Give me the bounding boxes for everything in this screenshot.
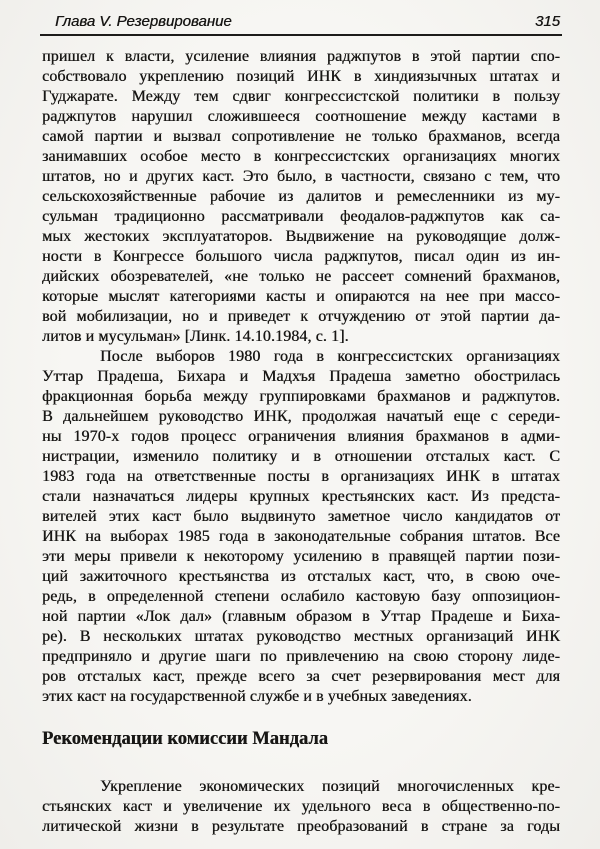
- text-line: собствовало укреплению позиций ИНК в хиндиязычных штатах и: [42, 68, 560, 85]
- text-line: литической жизни в результате преобразований в стране за годы: [42, 818, 560, 835]
- text-line: ре). В нескольких штатах руководство местных организаций ИНК: [42, 628, 560, 645]
- page-number: 315: [534, 13, 560, 30]
- text-line: ИНК на выборах 1985 года в законодательные собрания штатов. Все: [42, 528, 560, 545]
- text-line: литов и мусульман» [Линк. 14.10.1984, с. 1].: [42, 328, 349, 345]
- section-heading: Рекомендации комиссии Мандала: [42, 729, 328, 749]
- text-line: вой мобилизации, но и приведет к отчуждению от этой партии да-: [42, 308, 560, 325]
- text-line: сульман традиционно рассматривали феодалов-раджпутов как са-: [42, 208, 560, 225]
- text-line: После выборов 1980 года в конгрессистских организациях: [100, 348, 560, 365]
- text-line: Укрепление экономических позиций многочисленных кре-: [100, 778, 560, 795]
- text-line: которые мыслят категориями касты и опираются на нее при массо-: [42, 288, 560, 305]
- page-body: [42, 47, 560, 837]
- text-line: эти меры привели к некоторому усилению в правящей партии пози-: [42, 548, 560, 565]
- text-line: самой партии и вызвал сопротивление не только брахманов, всегда: [42, 128, 560, 145]
- text-line: стали назначаться лидеры крупных крестьянских каст. Из предста-: [42, 488, 560, 505]
- text-line: фракционная борьба между группировками брахманов и раджпутов.: [42, 388, 560, 405]
- text-line: редь, в определенной степени ослабило кастовую базу оппозицион-: [42, 588, 560, 605]
- text-line: В дальнейшем руководство ИНК, продолжая начатый еще с середи-: [42, 408, 560, 425]
- text-line: ности в Конгрессе большого числа раджпутов, писал один из ин-: [42, 248, 560, 265]
- text-line: вителей этих каст было выдвинуто заметное число кандидатов от: [42, 508, 560, 525]
- header-rule: [40, 34, 562, 36]
- text-line: ной партии «Лок дал» (главным образом в Уттар Прадеше и Биха-: [42, 608, 560, 625]
- text-line: пришел к власти, усиление влияния раджпутов в этой партии спо-: [42, 48, 560, 65]
- text-line: нистрации, изменило политику и в отношении отсталых каст. С: [42, 448, 560, 465]
- text-line: 1983 года на ответственные посты в организациях ИНК в штатах: [42, 468, 560, 485]
- text-line: ров отсталых каст, прежде всего за счет резервирования мест для: [42, 668, 560, 685]
- text-line: раджпутов нарушил сложившееся соотношение между кастами в: [42, 108, 560, 125]
- text-line: стьянских каст и увеличение их удельного веса в общественно-по-: [42, 798, 560, 815]
- paragraph: [42, 777, 560, 837]
- text-line: предприняло и другие шаги по привлечению на свою сторону лиде-: [42, 648, 560, 665]
- text-line: ны 1970-х годов процесс ограничения влияния брахманов в адми-: [42, 428, 560, 445]
- text-line: Уттар Прадеша, Бихара и Мадхъя Прадеша заметно обострилась: [42, 368, 560, 385]
- text-line: Гуджарате. Между тем сдвиг конгрессистской политики в пользу: [42, 88, 560, 105]
- text-line: дийских обозревателей, «не только не рассеет сомнений брахманов,: [42, 268, 560, 285]
- text-line: сельскохозяйственные рабочие из далитов и ремесленники из му-: [42, 188, 560, 205]
- text-line: мых жестоких эксплуататоров. Выдвижение на руководящие долж-: [42, 228, 560, 245]
- text-line: ций зажиточного крестьянства из отсталых каст, что, в свою оче-: [42, 568, 560, 585]
- text-line: занимавших особое место в конгрессистских организациях многих: [42, 148, 560, 165]
- running-header: [42, 13, 560, 31]
- chapter-title: Глава V. Резервирование: [55, 13, 232, 30]
- text-line: этих каст на государственной службе и в учебных заведениях.: [42, 688, 472, 705]
- text-line: штатов, но и других каст. Это было, в частности, связано с тем, что: [42, 168, 560, 185]
- paragraph: [42, 347, 560, 707]
- paragraph: [42, 47, 560, 347]
